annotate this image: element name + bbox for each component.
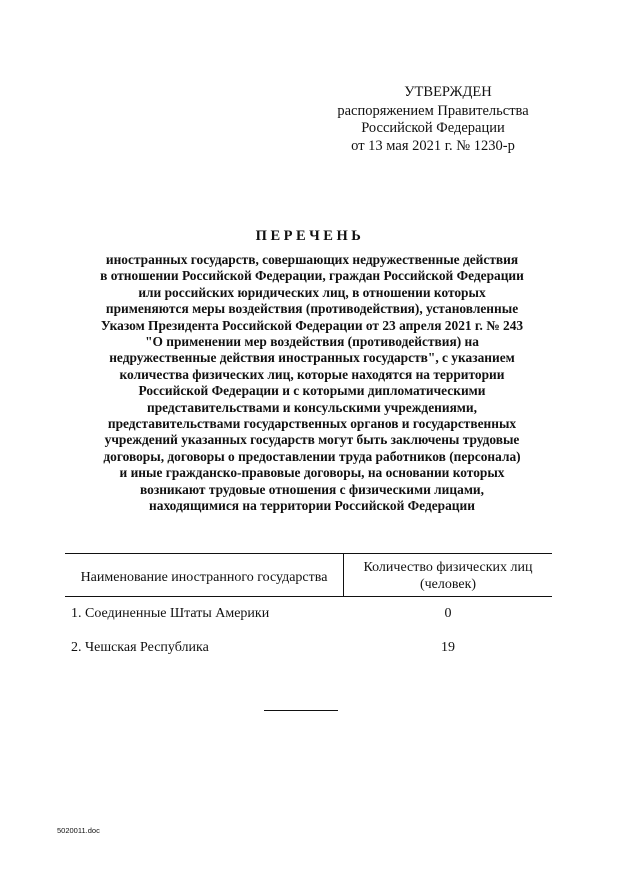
- subtitle-line: или российских юридических лиц, в отношении которых: [138, 284, 486, 300]
- subtitle-line: договоры, договоры о предоставлении труда работников (персонала): [103, 448, 521, 464]
- table-header-country: Наименование иностранного государства: [80, 570, 328, 585]
- approval-block: [318, 84, 548, 155]
- table-cell-count: 0: [444, 606, 452, 621]
- subtitle-line: количества физических лиц, которые находятся на территории: [119, 366, 505, 382]
- subtitle-line: Указом Президента Российской Федерации от 23 апреля 2021 г. № 243: [100, 317, 524, 333]
- end-of-list-line: [264, 710, 338, 711]
- approval-line-1: распоряжением Правительства: [337, 102, 529, 119]
- approval-line-2: Российской Федерации: [361, 120, 505, 136]
- table-top-rule: [65, 553, 552, 554]
- subtitle-line: и иные гражданско-правовые договоры, на основании которых: [119, 465, 505, 481]
- table-header-count: [344, 559, 552, 593]
- table-header-count-line-1: Количество физических лиц: [363, 560, 533, 575]
- document-subtitle: [72, 252, 552, 515]
- table-header-rule: [65, 596, 552, 597]
- table-cell-country: 1. Соединенные Штаты Америки: [71, 606, 270, 621]
- subtitle-line: иностранных государств, совершающих недружественные действия: [105, 252, 519, 267]
- subtitle-line: "О применении мер воздействия (противодействия) на: [145, 334, 479, 350]
- approval-line-3: от 13 мая 2021 г. № 1230-р: [351, 137, 515, 154]
- approval-heading: УТВЕРЖДЕН: [404, 84, 492, 100]
- table-header-count-line-2: (человек): [419, 577, 477, 592]
- footer-document-code: 5020011.doc: [57, 826, 100, 835]
- subtitle-line: недружественные действия иностранных государств", с указанием: [109, 350, 515, 366]
- subtitle-line: представительствами государственных органов и государственных: [107, 416, 517, 432]
- subtitle-line: возникают трудовые отношения с физическими лицами,: [140, 481, 484, 497]
- subtitle-line: в отношении Российской Федерации, граждан Российской Федерации: [100, 268, 524, 284]
- subtitle-line: представительствами и консульскими учреждениями,: [147, 399, 477, 415]
- subtitle-line: находящимися на территории Российской Федерации: [149, 498, 475, 514]
- table-cell-country: 2. Чешская Республика: [71, 640, 209, 655]
- subtitle-line: учреждений указанных государств могут быть заключены трудовые: [104, 432, 520, 448]
- subtitle-line: Российской Федерации и с которыми дипломатическими: [138, 383, 486, 399]
- table-cell-count: 19: [441, 640, 455, 655]
- subtitle-line: применяются меры воздействия (противодействия), установленные: [105, 301, 519, 317]
- document-title: ПЕРЕЧЕНЬ: [255, 228, 365, 244]
